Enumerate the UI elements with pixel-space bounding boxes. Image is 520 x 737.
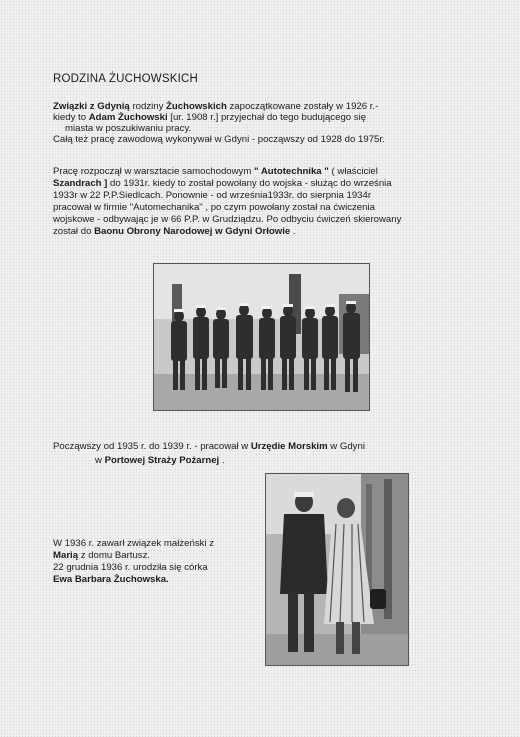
bold-text: Adam Żuchowski [88, 112, 168, 123]
bold-text: Szandrach ] [53, 178, 108, 189]
bold-text: Portowej Straży Pożarnej [104, 455, 220, 466]
text: kiedy to [53, 112, 89, 123]
bold-text: Ewa Barbara Żuchowska. [53, 574, 169, 585]
text: . [290, 226, 296, 237]
text: do 1931r. kiedy to został powołany do wojska - służąc do września [107, 178, 392, 189]
bold-text: " Autotechnika " [254, 166, 329, 177]
couple-photo [265, 473, 409, 666]
text: [ur. 1908 r.] przyjechał do tego budującego się [167, 112, 367, 123]
paragraph-1-line-1 [53, 101, 378, 113]
text: w Gdyni [327, 441, 365, 452]
paragraph-2-line-1 [53, 166, 378, 178]
paragraph-1-line-2 [53, 112, 366, 124]
paragraph-1-line-4: Całą też pracę zawodową wykonywał w Gdyni - począwszy od 1928 do 1975r. [53, 134, 385, 145]
text: Pracę rozpoczął w warsztacie samochodowym [53, 166, 255, 177]
couple-photo-image [266, 474, 408, 665]
bold-text: Urzędie Morskim [250, 441, 328, 452]
paragraph-2-line-6 [53, 226, 296, 238]
paragraph-4-line-1: W 1936 r. zawarł związek małżeński z [53, 538, 215, 549]
bold-text: Związki z Gdynią [53, 101, 130, 112]
text: zapoczątkowane zostały w 1926 r.- [226, 101, 379, 112]
bold-text: Marią [53, 550, 79, 561]
paragraph-4-line-3: 22 grudnia 1936 r. urodziła się córka [53, 562, 208, 573]
paragraph-1-line-3: miasta w poszukiwaniu pracy. [65, 123, 192, 134]
paragraph-4-line-4 [53, 574, 169, 586]
paragraph-4-line-2 [53, 550, 150, 562]
paragraph-2-line-2 [53, 178, 392, 190]
paragraph-2-line-4: pracował w firmie "Automechanika" , po czym powołany został na ćwiczenia [53, 202, 375, 213]
bold-text: Żuchowskich [166, 101, 227, 112]
paragraph-2-line-3: 1933r w 22 P.P.Siedlcach. Ponownie - od września1933r. do sierpnia 1934r [53, 190, 372, 201]
paragraph-2-line-5: wojskowe - odbywając je w 66 P.P. w Grudziądzu. Po odbyciu ćwiczeń skierowany [53, 214, 402, 225]
text: został do [53, 226, 95, 237]
text: . [219, 455, 225, 466]
text: rodziny [129, 101, 167, 112]
page-title: RODZINA ŻUCHOWSKICH [53, 73, 198, 85]
bold-text: Baonu Obrony Narodowej w Gdyni Orłowie [94, 226, 291, 237]
paragraph-3-line-1 [53, 441, 365, 453]
paragraph-3-line-2 [95, 455, 225, 467]
text: z domu Bartusz. [78, 550, 151, 561]
text: w [95, 455, 105, 466]
text: Począwszy od 1935 r. do 1939 r. - pracował w [53, 441, 251, 452]
text: ( właściciel [328, 166, 378, 177]
group-photo [153, 263, 370, 411]
group-photo-image [154, 264, 369, 410]
